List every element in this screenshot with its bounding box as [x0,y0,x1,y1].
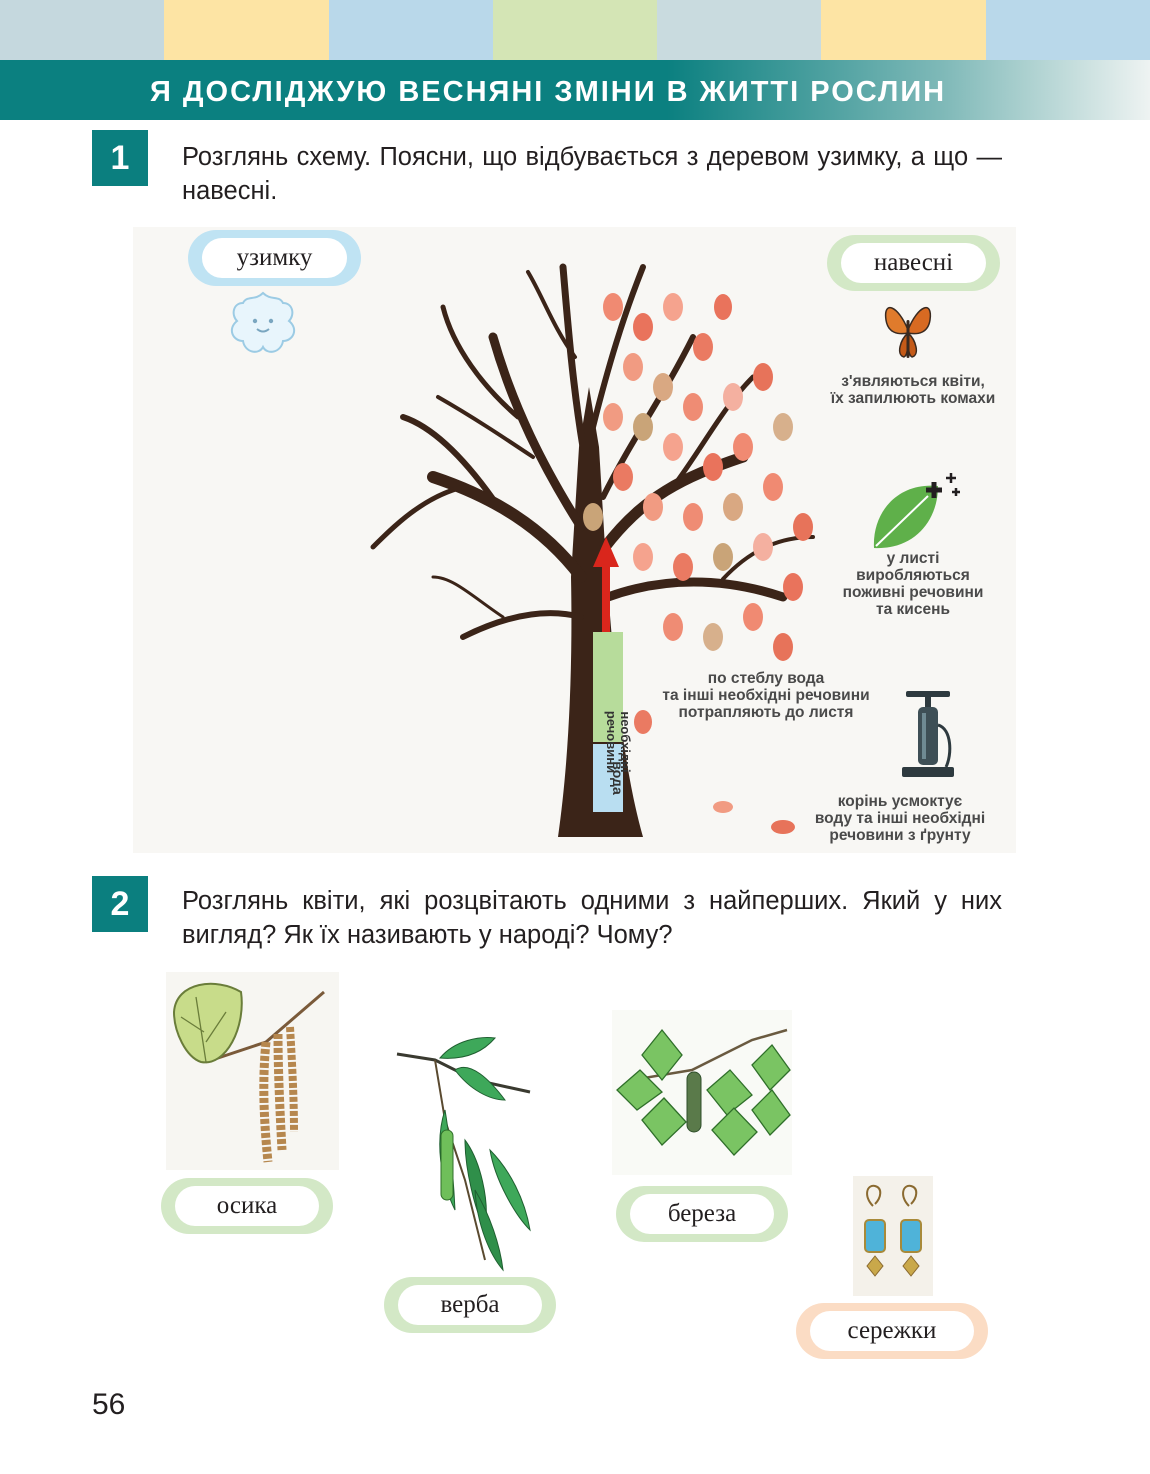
task-number-1: 1 [92,130,148,186]
stem-caption [621,670,911,721]
flowers-caption-line-2: їх запилюють комахи [830,390,996,407]
plant-label-pill-birch [616,1186,788,1242]
flowers-caption-line-1: з'являються квіти, [841,373,985,390]
snowflake-icon [223,289,303,361]
strip-segment [821,0,985,60]
winter-label: узимку [202,238,347,278]
plant-label-pill-aspen [161,1178,333,1234]
leaf-caption [813,550,1013,618]
plant-label-willow: верба [398,1285,542,1325]
root-caption-line-3: речовини з ґрунту [829,827,971,844]
strip-segment [493,0,657,60]
butterfly-icon [878,295,938,365]
leaf-caption-line-2: виробляються [856,567,970,584]
plant-label-earrings: сережки [810,1311,974,1351]
leaf-caption-line-4: та кисень [876,601,950,618]
root-caption-line-2: воду та інші необхідні [814,810,986,827]
pump-icon [898,685,958,785]
leaf-plus-icon [868,472,964,554]
plant-label-pill-willow [384,1277,556,1333]
leaf-caption-line-1: у листі [886,550,940,567]
earrings-image [853,1176,933,1296]
strip-segment [986,0,1150,60]
strip-segment [0,0,164,60]
plant-label-aspen: осика [175,1186,319,1226]
willow-branch-image [395,1030,540,1275]
birch-branch-image [612,1010,792,1175]
trunk-label-substances-line-2: речовини [604,710,619,774]
flowers-caption [813,373,1013,407]
stem-caption-line-2: та інші необхідні речовини [662,687,870,704]
trunk-label-substances-line-1: необхідні [618,711,633,773]
header-color-strip [0,0,1150,60]
tree-scheme [133,227,1016,853]
spring-label: навесні [841,243,986,283]
task-number-2: 2 [92,876,148,932]
tree-illustration [343,247,843,847]
strip-segment [164,0,328,60]
plant-label-birch: береза [630,1194,774,1234]
page-title: Я ДОСЛІДЖУЮ ВЕСНЯНІ ЗМІНИ В ЖИТТІ РОСЛИН [150,76,947,108]
task-2-text: Розглянь квіти, які розцвітають одними з найперших. Який у них вигляд? Як їх називають у народі? Чому? [182,887,1002,949]
trunk-label-water-text: вода [610,761,626,795]
stem-caption-line-3: потрапляють до листя [678,704,854,721]
page-number: 56 [92,1388,126,1421]
winter-label-pill [188,230,361,286]
root-caption [790,793,1010,844]
strip-segment [657,0,821,60]
plant-label-pill-earrings [796,1303,988,1359]
trunk-label-water [603,744,633,812]
strip-segment [329,0,493,60]
root-caption-line-1: корінь усмоктує [837,793,963,810]
aspen-branch-image [166,972,339,1170]
stem-caption-line-1: по стеблу вода [707,670,825,687]
task-1-text: Розглянь схему. Поясни, що відбувається з деревом узимку, а що — навесні. [182,143,1002,205]
leaf-caption-line-3: поживні речовини [842,584,984,601]
spring-label-pill [827,235,1000,291]
